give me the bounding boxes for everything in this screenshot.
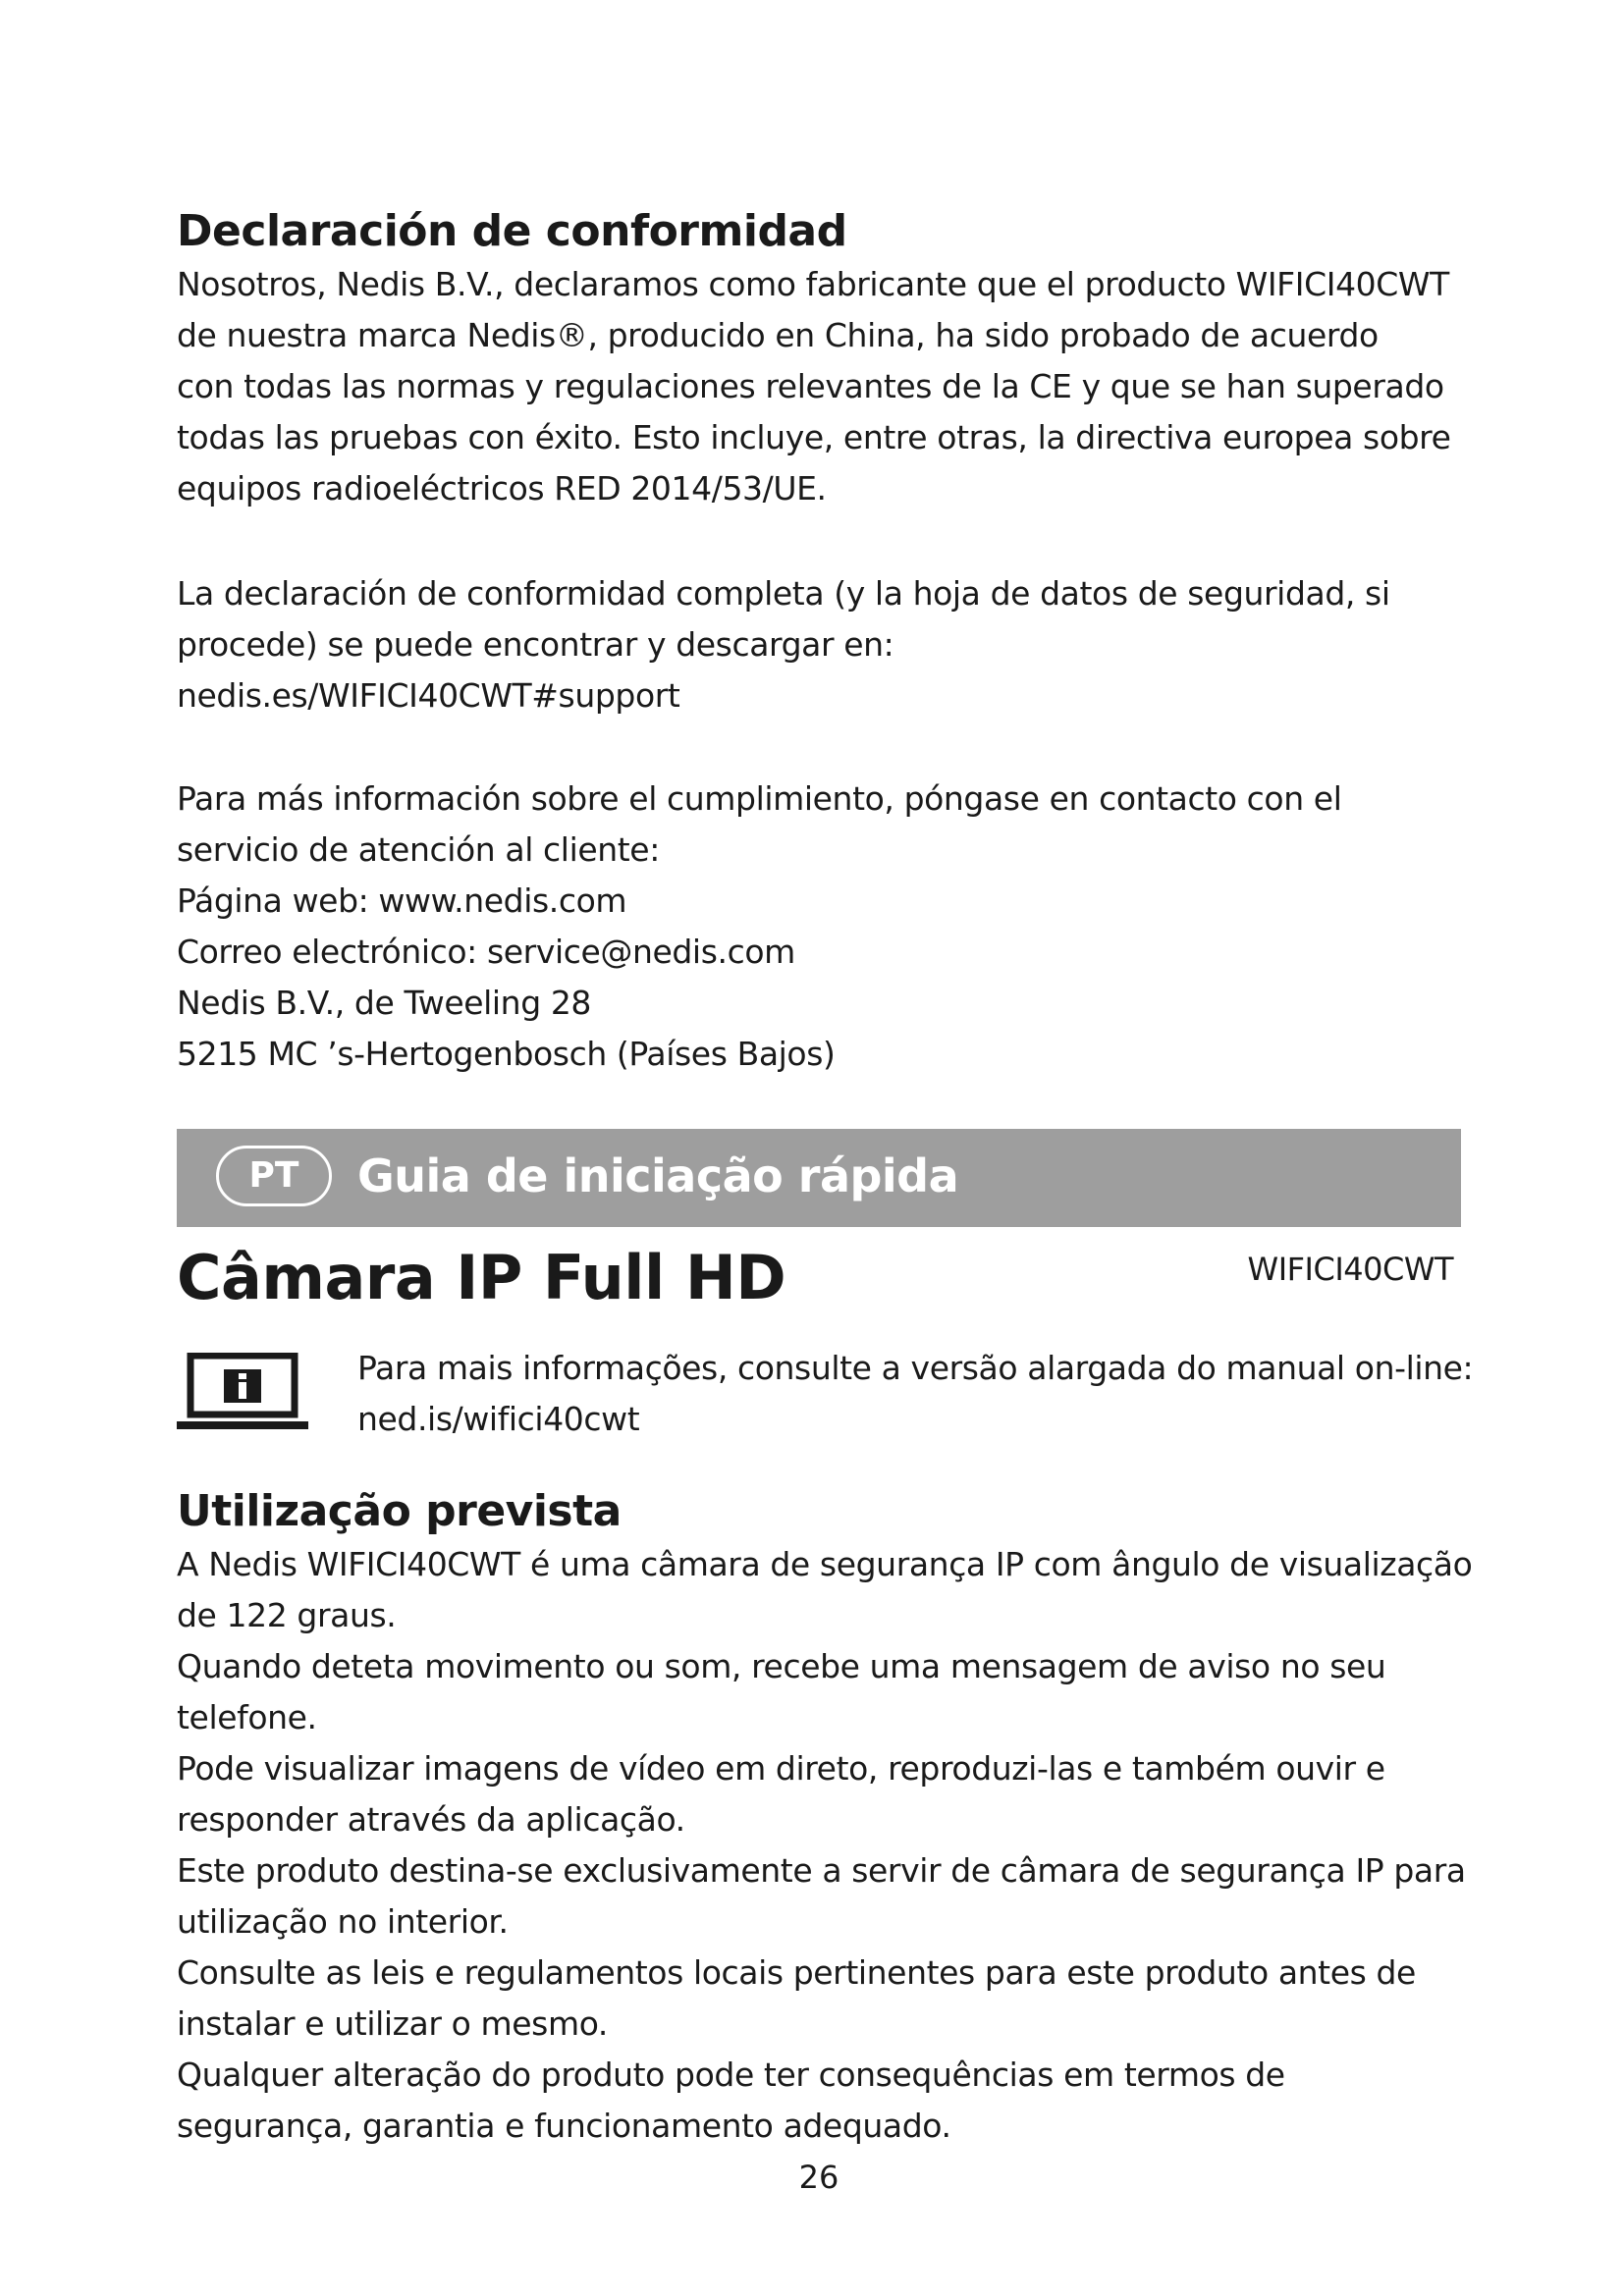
- address-line: Nedis B.V., de Tweeling 28: [177, 984, 592, 1022]
- text-line: La declaración de conformidad completa (y la hoja de datos de seguridad, si: [177, 574, 1390, 613]
- text-line: de 122 graus.: [177, 1596, 397, 1634]
- text-line: segurança, garantia e funcionamento adequado.: [177, 2107, 951, 2145]
- text-line: telefone.: [177, 1698, 317, 1736]
- laptop-info-icon: [177, 1353, 308, 1431]
- text-line: Para más información sobre el cumplimiento, póngase en contacto con el: [177, 779, 1342, 818]
- text-line: equipos radioeléctricos RED 2014/53/UE.: [177, 469, 827, 507]
- text-line: procede) se puede encontrar y descargar en:: [177, 625, 894, 664]
- text-line: de nuestra marca Nedis®, producido en China, ha sido probado de acuerdo: [177, 316, 1379, 354]
- page-number: 26: [798, 2159, 839, 2196]
- text-line: A Nedis WIFICI40CWT é uma câmara de segurança IP com ângulo de visualização: [177, 1545, 1473, 1583]
- text-line: Quando deteta movimento ou som, recebe uma mensagem de aviso no seu: [177, 1647, 1386, 1685]
- manual-info: [357, 1343, 1473, 1445]
- text-line: Qualquer alteração do produto pode ter consequências em termos de: [177, 2056, 1285, 2094]
- intended-use-heading: Utilização prevista: [177, 1486, 622, 1536]
- text-line: Nosotros, Nedis B.V., declaramos como fabricante que el producto WIFICI40CWT: [177, 265, 1449, 303]
- banner-title: Guia de iniciação rápida: [357, 1149, 959, 1202]
- address-line: 5215 MC ’s-Hertogenbosch (Países Bajos): [177, 1035, 836, 1073]
- text-line: con todas las normas y regulaciones relevantes de la CE y que se han superado: [177, 367, 1444, 405]
- text-line: servicio de atención al cliente:: [177, 830, 660, 869]
- product-title: Câmara IP Full HD: [177, 1242, 786, 1313]
- text-line: todas las pruebas con éxito. Esto incluye, entre otras, la directiva europea sobre: [177, 418, 1451, 456]
- email-line[interactable]: Correo electrónico: service@nedis.com: [177, 933, 795, 971]
- manual-link[interactable]: ned.is/wifici40cwt: [357, 1400, 640, 1438]
- text-line: utilização no interior.: [177, 1902, 509, 1941]
- support-link[interactable]: nedis.es/WIFICI40CWT#support: [177, 676, 680, 715]
- text-line: Este produto destina-se exclusivamente a servir de câmara de segurança IP para: [177, 1851, 1466, 1890]
- intended-use-paragraph: [177, 1539, 1472, 2152]
- model-code: WIFICI40CWT: [1247, 1251, 1453, 1288]
- text-line: Consulte as leis e regulamentos locais pertinentes para este produto antes de: [177, 1953, 1416, 1992]
- text-line: Pode visualizar imagens de vídeo em direto, reproduzi-las e também ouvir e: [177, 1749, 1385, 1788]
- conformity-heading: Declaración de conformidad: [177, 206, 847, 256]
- website-line[interactable]: Página web: www.nedis.com: [177, 881, 627, 920]
- declaration-download-paragraph: [177, 568, 1390, 721]
- text-line: responder através da aplicação.: [177, 1800, 685, 1839]
- conformity-paragraph: [177, 259, 1451, 514]
- language-badge: PT: [216, 1146, 332, 1206]
- text-line: instalar e utilizar o mesmo.: [177, 2004, 609, 2043]
- contact-paragraph: [177, 774, 1341, 1080]
- language-section-banner: [177, 1129, 1461, 1227]
- text-line: Para mais informações, consulte a versão alargada do manual on-line:: [357, 1349, 1474, 1387]
